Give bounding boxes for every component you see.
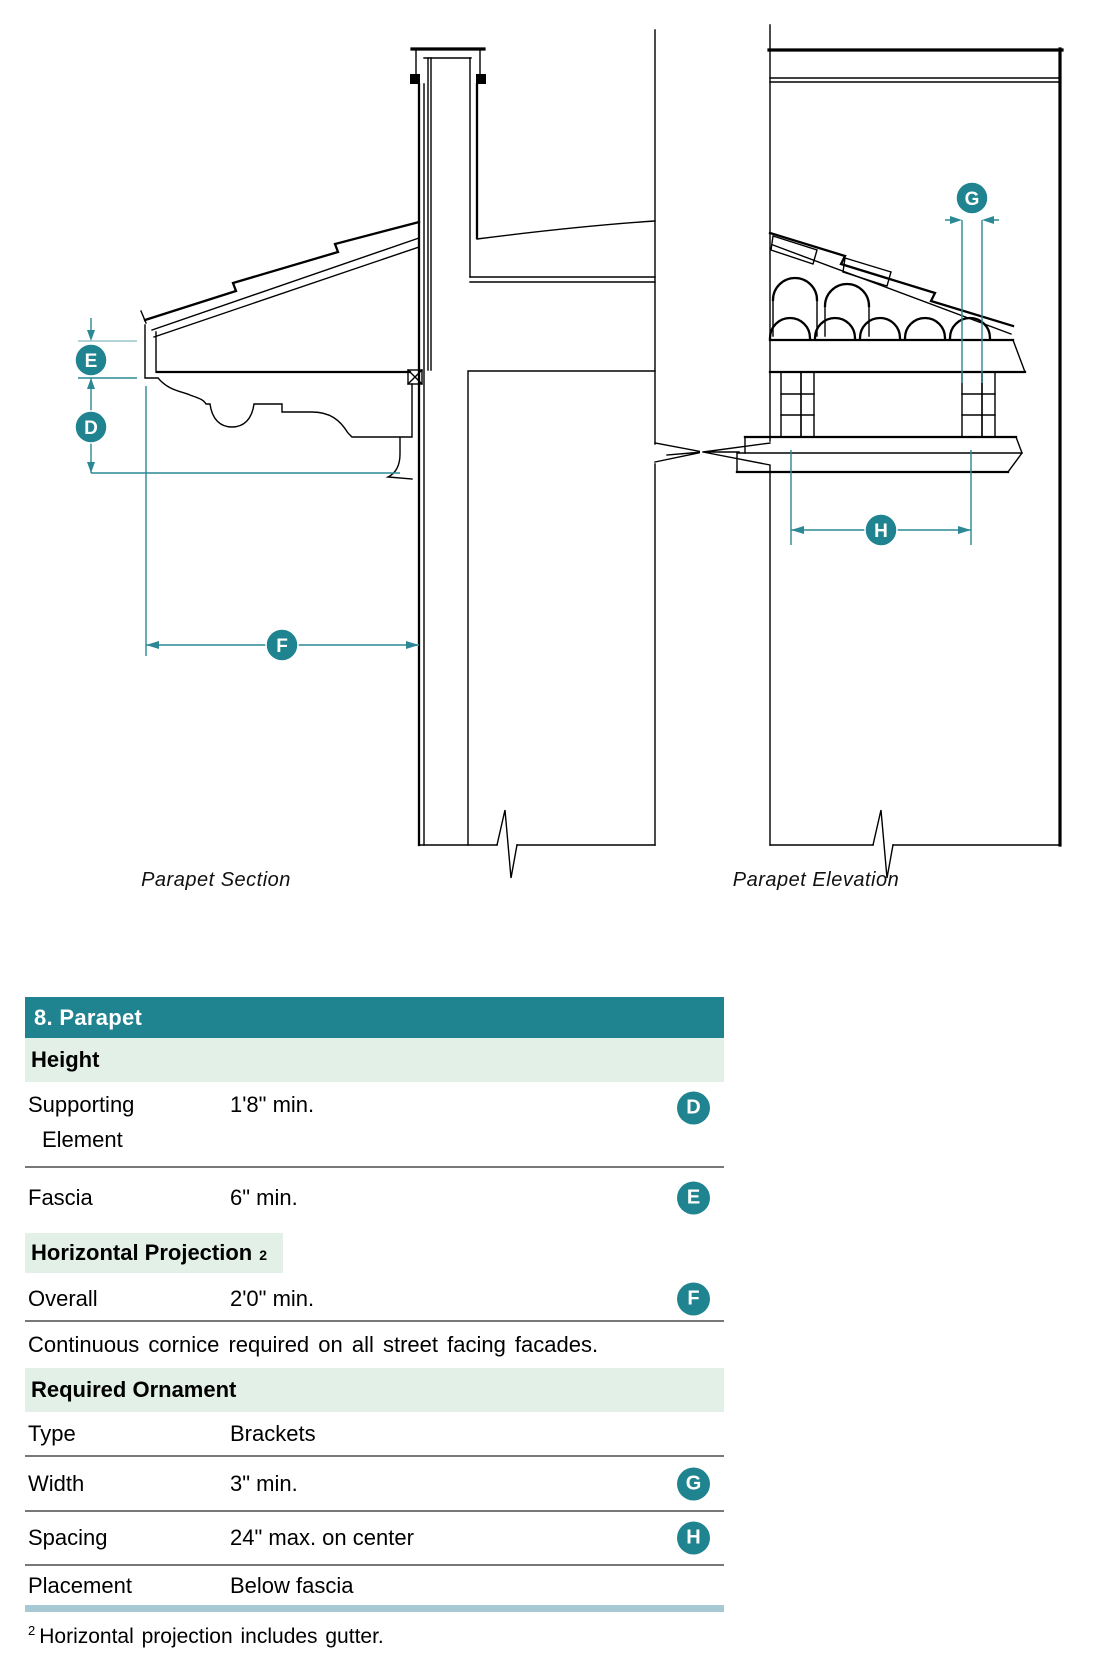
row-label: Supporting Element <box>28 1092 135 1152</box>
table-title: 8. Parapet <box>25 997 724 1038</box>
marker-letter-f: F <box>276 636 288 657</box>
row-label: Placement <box>28 1572 132 1598</box>
marker-letter-h: H <box>874 521 888 542</box>
footnote-number: 2 <box>28 1623 36 1638</box>
marker-letter-g: G <box>964 189 980 210</box>
break-line-bottom <box>497 810 517 878</box>
parapet-elevation-drawing <box>695 0 1095 910</box>
elevation-building-linework <box>703 25 1062 878</box>
fascia-board <box>145 325 157 378</box>
row-value: 6" min. <box>230 1185 298 1210</box>
break-line-bottom <box>873 810 893 878</box>
elevation-dimensions <box>791 216 999 545</box>
row-value: 24" max. on center <box>230 1525 414 1550</box>
section-dimensions <box>78 318 419 656</box>
bracket-left <box>781 372 814 437</box>
bracket-right <box>962 372 995 437</box>
footnote-reference: 2 <box>259 1247 268 1263</box>
dimension-marker-h <box>865 514 897 546</box>
section-header-hp-label: Horizontal Projection <box>31 1240 253 1265</box>
dimension-marker-g <box>956 182 988 214</box>
row-marker-badge: E <box>677 1182 710 1215</box>
lower-cornice <box>737 437 1022 472</box>
row-label: Spacing <box>28 1525 108 1550</box>
marker-letter-e: E <box>84 351 98 372</box>
row-marker-badge: H <box>677 1522 710 1555</box>
section-header-height <box>25 1038 724 1082</box>
parapet-spec-table <box>25 997 724 1649</box>
table-bottom-border <box>25 1605 724 1612</box>
row-value: Below fascia <box>230 1572 354 1598</box>
row-label: Overall <box>28 1286 98 1311</box>
table-row-spacing <box>25 1510 724 1564</box>
table-row-type <box>25 1412 724 1455</box>
parapet-section-drawing <box>0 0 700 910</box>
roof-tiles <box>145 222 419 320</box>
cornice-profile <box>158 378 399 437</box>
dimension-marker-d <box>75 411 107 443</box>
table-row-supporting-element <box>25 1082 724 1166</box>
table-row-overall <box>25 1278 724 1320</box>
table-row-fascia <box>25 1166 724 1228</box>
row-value: 3" min. <box>230 1470 298 1496</box>
table-note: Continuous cornice required on all street facing facades. <box>25 1320 724 1368</box>
section-building-linework <box>141 30 700 878</box>
table-row-placement <box>25 1564 724 1605</box>
table-row-width <box>25 1455 724 1510</box>
footnote-text: Horizontal projection includes gutter. <box>39 1625 384 1648</box>
row-value: Brackets <box>230 1420 316 1446</box>
row-marker-badge: F <box>677 1283 710 1316</box>
row-marker-badge: G <box>677 1467 710 1500</box>
section-header-ro-label: Required Ornament <box>31 1377 237 1402</box>
fascia-band <box>770 340 1025 372</box>
dimension-marker-e <box>75 344 107 376</box>
cap-drip-right <box>476 74 486 84</box>
row-marker-badge: D <box>677 1092 710 1125</box>
row-value: 2'0" min. <box>230 1286 315 1311</box>
table-footnote <box>25 1612 724 1649</box>
row-label: Fascia <box>28 1185 93 1210</box>
dimension-marker-f <box>266 629 298 661</box>
section-header-height-label: Height <box>31 1047 100 1072</box>
row-label: Type <box>28 1420 76 1446</box>
cap-drip-left <box>410 74 420 84</box>
break-mark-right <box>655 443 700 462</box>
section-caption: Parapet Section <box>141 869 291 891</box>
wall-molding <box>388 384 412 479</box>
section-header-horizontal-projection <box>25 1228 724 1278</box>
section-header-required-ornament <box>25 1368 724 1412</box>
marker-letter-d: D <box>84 418 98 439</box>
row-value: 1'8" min. <box>230 1092 315 1117</box>
row-label: Width <box>28 1470 85 1496</box>
elevation-caption: Parapet Elevation <box>732 869 900 891</box>
